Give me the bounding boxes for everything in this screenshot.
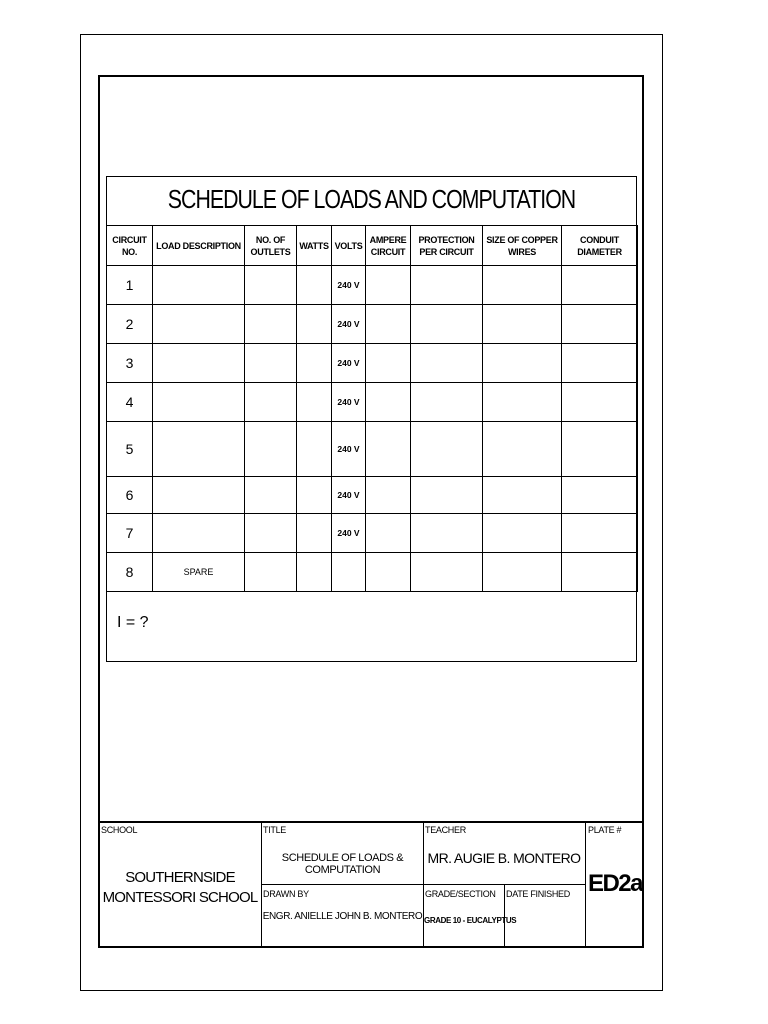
drawing-title: SCHEDULE OF LOADS & COMPUTATION	[281, 852, 404, 876]
protection-cell	[411, 514, 483, 553]
circuit-number: 5	[107, 422, 153, 477]
header-no-of-outlets: NO. OF OUTLETS	[245, 226, 297, 266]
table-header-row	[107, 226, 638, 266]
ampere-cell	[366, 266, 411, 305]
title-label: TITLE	[263, 825, 287, 835]
conduit-cell	[562, 266, 638, 305]
grade-section-label: GRADE/SECTION	[425, 889, 496, 899]
load-description	[153, 344, 245, 383]
outlets-cell	[245, 344, 297, 383]
wire-size-cell	[483, 266, 562, 305]
volts-cell: 240 V	[332, 383, 366, 422]
conduit-cell	[562, 514, 638, 553]
date-finished-label: DATE FINISHED	[506, 889, 570, 899]
header-size-of-copper-wires: SIZE OF COPPER WIRES	[483, 226, 562, 266]
header-watts: WATTS	[297, 226, 332, 266]
table-row	[107, 383, 638, 422]
table-row	[107, 477, 638, 514]
wire-size-cell	[483, 344, 562, 383]
load-description	[153, 305, 245, 344]
protection-cell	[411, 344, 483, 383]
wire-size-cell	[483, 553, 562, 592]
header-circuit-no: CIRCUIT NO.	[107, 226, 153, 266]
plate-number: ED2a	[587, 870, 643, 897]
volts-cell	[332, 553, 366, 592]
table-row	[107, 344, 638, 383]
outlets-cell	[245, 514, 297, 553]
schedule-table	[106, 225, 638, 592]
watts-cell	[297, 422, 332, 477]
ampere-cell	[366, 422, 411, 477]
outlets-cell	[245, 553, 297, 592]
ampere-cell	[366, 514, 411, 553]
protection-cell	[411, 422, 483, 477]
load-description: SPARE	[153, 553, 245, 592]
protection-cell	[411, 266, 483, 305]
load-description	[153, 383, 245, 422]
protection-cell	[411, 477, 483, 514]
table-row	[107, 305, 638, 344]
header-load-description: LOAD DESCRIPTION	[153, 226, 245, 266]
circuit-number: 7	[107, 514, 153, 553]
watts-cell	[297, 383, 332, 422]
conduit-cell	[562, 553, 638, 592]
conduit-cell	[562, 383, 638, 422]
conduit-cell	[562, 477, 638, 514]
grade-section-value: GRADE 10 - EUCALYPTUS	[424, 916, 517, 925]
circuit-number: 3	[107, 344, 153, 383]
wire-size-cell	[483, 383, 562, 422]
volts-cell: 240 V	[332, 477, 366, 514]
current-formula: I = ?	[117, 614, 149, 631]
header-conduit-diameter: CONDUIT DIAMETER	[562, 226, 638, 266]
ampere-cell	[366, 477, 411, 514]
school-label: SCHOOL	[101, 825, 138, 835]
title-block-divider	[261, 884, 585, 885]
outlets-cell	[245, 383, 297, 422]
drawn-by-label: DRAWN BY	[263, 889, 309, 899]
load-description	[153, 422, 245, 477]
drawn-by-name: ENGR. ANIELLE JOHN B. MONTERO	[262, 911, 423, 922]
outlets-cell	[245, 305, 297, 344]
circuit-number: 1	[107, 266, 153, 305]
volts-cell: 240 V	[332, 305, 366, 344]
watts-cell	[297, 266, 332, 305]
outlets-cell	[245, 266, 297, 305]
teacher-name: MR. AUGIE B. MONTERO	[427, 850, 581, 866]
conduit-cell	[562, 344, 638, 383]
table-row	[107, 553, 638, 592]
conduit-cell	[562, 305, 638, 344]
load-description	[153, 477, 245, 514]
wire-size-cell	[483, 305, 562, 344]
ampere-cell	[366, 553, 411, 592]
volts-cell: 240 V	[332, 422, 366, 477]
conduit-cell	[562, 422, 638, 477]
volts-cell: 240 V	[332, 514, 366, 553]
wire-size-cell	[483, 514, 562, 553]
ampere-cell	[366, 383, 411, 422]
watts-cell	[297, 344, 332, 383]
watts-cell	[297, 305, 332, 344]
volts-cell: 240 V	[332, 344, 366, 383]
watts-cell	[297, 553, 332, 592]
watts-cell	[297, 514, 332, 553]
school-name: SOUTHERNSIDE MONTESSORI SCHOOL	[102, 869, 258, 906]
load-description	[153, 514, 245, 553]
circuit-number: 2	[107, 305, 153, 344]
circuit-number: 6	[107, 477, 153, 514]
header-ampere-circuit: AMPERE CIRCUIT	[366, 226, 411, 266]
header-protection-per-circuit: PROTECTION PER CIRCUIT	[411, 226, 483, 266]
outlets-cell	[245, 477, 297, 514]
protection-cell	[411, 305, 483, 344]
protection-cell	[411, 383, 483, 422]
computation-area	[106, 590, 637, 662]
table-row	[107, 514, 638, 553]
schedule-title: SCHEDULE OF LOADS AND COMPUTATION	[167, 184, 576, 214]
outlets-cell	[245, 422, 297, 477]
teacher-label: TEACHER	[425, 825, 466, 835]
volts-cell: 240 V	[332, 266, 366, 305]
ampere-cell	[366, 344, 411, 383]
ampere-cell	[366, 305, 411, 344]
protection-cell	[411, 553, 483, 592]
wire-size-cell	[483, 477, 562, 514]
plate-label: PLATE #	[588, 825, 622, 835]
table-row	[107, 266, 638, 305]
wire-size-cell	[483, 422, 562, 477]
circuit-number: 8	[107, 553, 153, 592]
table-row	[107, 422, 638, 477]
load-description	[153, 266, 245, 305]
header-volts: VOLTS	[332, 226, 366, 266]
circuit-number: 4	[107, 383, 153, 422]
watts-cell	[297, 477, 332, 514]
